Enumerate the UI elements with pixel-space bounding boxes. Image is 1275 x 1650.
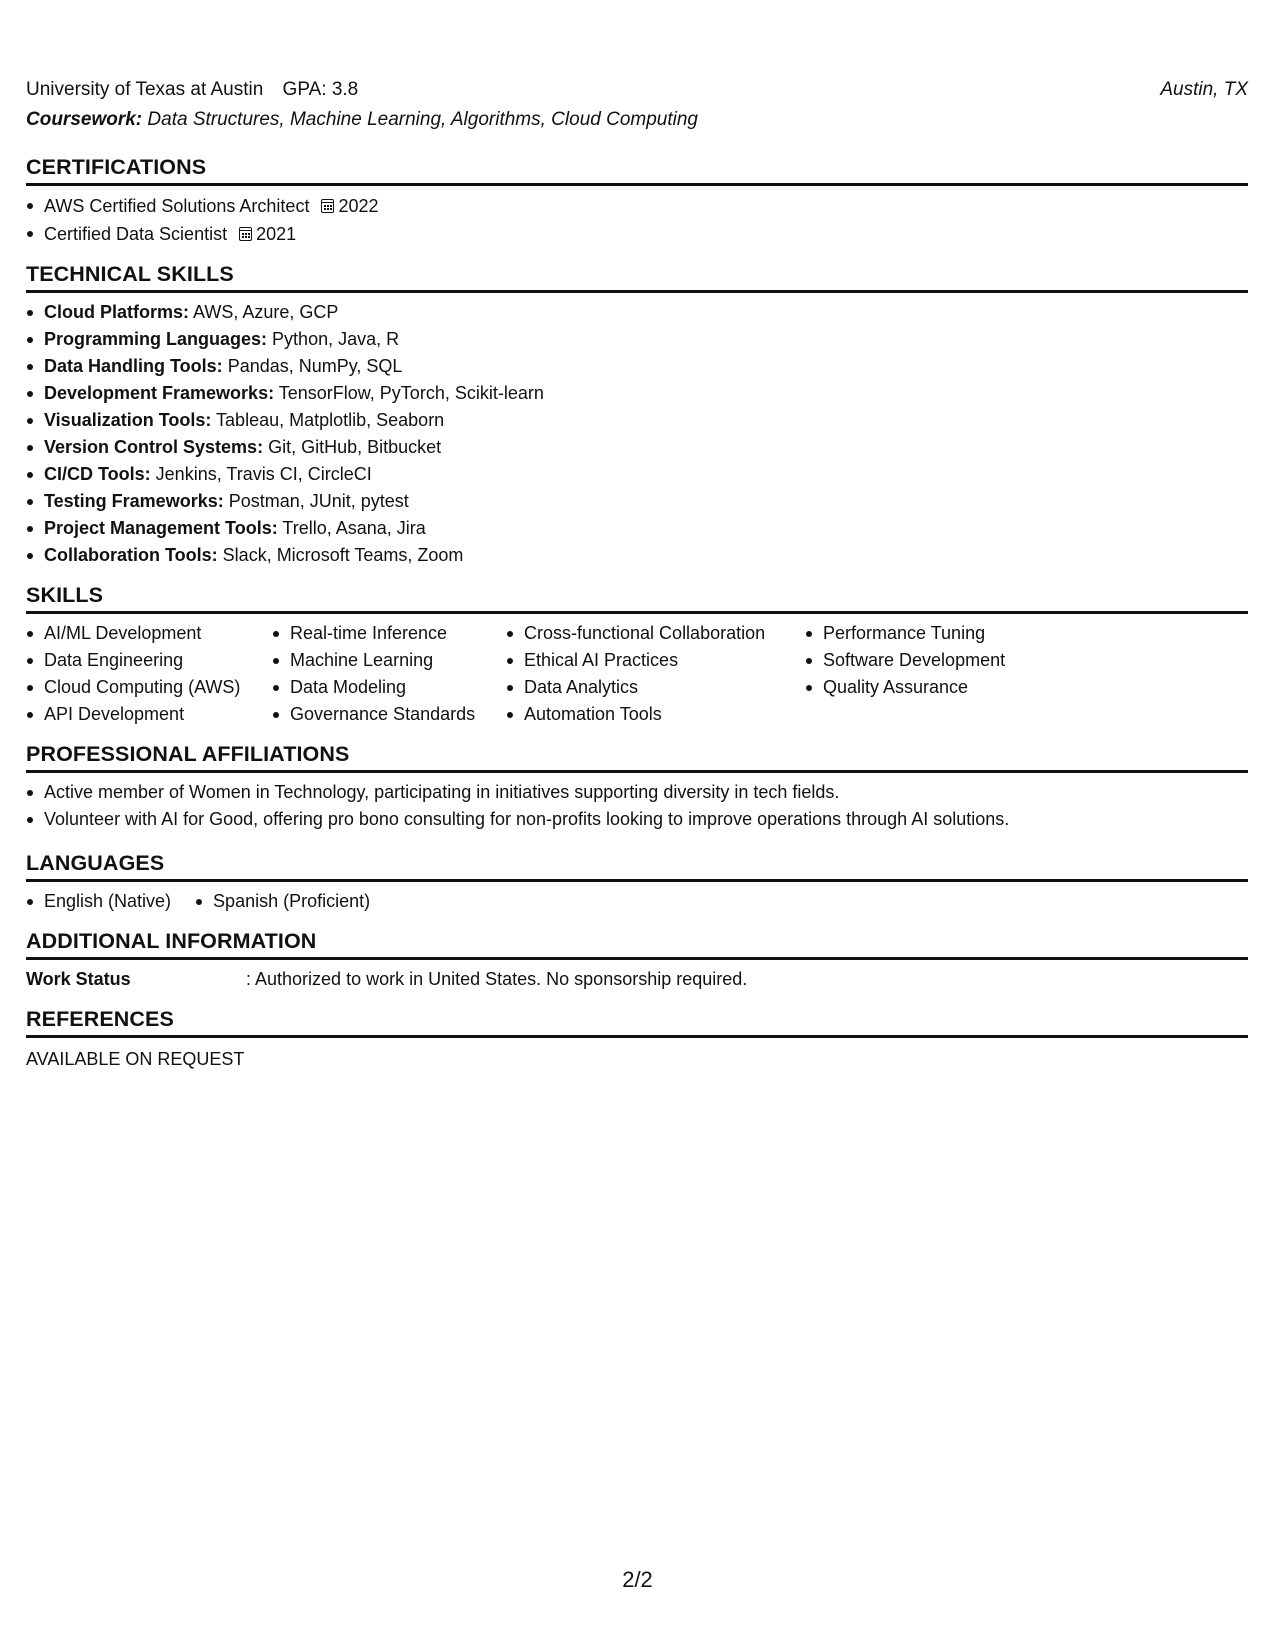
gpa: GPA: 3.8 <box>282 79 359 100</box>
skill-values: Postman, JUnit, pytest <box>228 491 409 511</box>
list-item: Real-time Inference <box>272 620 482 647</box>
references-title: REFERENCES <box>26 1005 1248 1038</box>
skill-category: Version Control Systems: <box>44 437 264 457</box>
skills-column <box>805 620 1035 728</box>
list-item <box>26 299 1248 326</box>
skills-column <box>506 620 781 728</box>
list-item <box>26 407 1248 434</box>
skill-category: Programming Languages: <box>44 329 268 349</box>
list-item: English (Native) <box>26 888 171 915</box>
skills-column <box>26 620 248 728</box>
list-item <box>26 434 1248 461</box>
education-location: Austin, TX <box>1160 79 1248 100</box>
list-item <box>26 326 1248 353</box>
skill-values: Trello, Asana, Jira <box>282 518 426 538</box>
skill-category: Testing Frameworks: <box>44 491 224 511</box>
skill-category: Cloud Platforms: <box>44 302 190 322</box>
calendar-icon <box>239 227 252 241</box>
skills-section <box>26 581 1248 728</box>
list-item: Quality Assurance <box>805 674 1035 701</box>
work-status-value: : Authorized to work in United States. No sponsorship required. <box>246 969 748 989</box>
certifications-list <box>26 192 1248 248</box>
skill-category: Visualization Tools: <box>44 410 212 430</box>
certifications-section <box>26 153 1248 248</box>
skill-category: Development Frameworks: <box>44 383 275 403</box>
education-left <box>26 77 358 103</box>
references-text: AVAILABLE ON REQUEST <box>26 1049 245 1069</box>
list-item: Governance Standards <box>272 701 482 728</box>
list-item <box>26 542 1248 569</box>
education-row <box>26 77 1248 103</box>
languages-section <box>26 849 1248 915</box>
skill-values: AWS, Azure, GCP <box>193 302 339 322</box>
additional-info-title: ADDITIONAL INFORMATION <box>26 927 1248 960</box>
skills-title: SKILLS <box>26 581 1248 614</box>
certification-year: 2021 <box>256 224 297 244</box>
coursework-label: Coursework: <box>26 109 143 130</box>
list-item: Data Analytics <box>506 674 781 701</box>
list-item <box>26 380 1248 407</box>
list-item: Cross-functional Collaboration <box>506 620 781 647</box>
skills-grid <box>26 620 1248 728</box>
resume-page <box>26 77 1248 1073</box>
skill-category: Project Management Tools: <box>44 518 278 538</box>
page-number: 2/2 <box>622 1567 653 1592</box>
work-status-label: Work Status <box>26 969 131 989</box>
certifications-title: CERTIFICATIONS <box>26 153 1248 186</box>
skill-values: Slack, Microsoft Teams, Zoom <box>222 545 464 565</box>
skill-values: Tableau, Matplotlib, Seaborn <box>216 410 445 430</box>
list-item: AI/ML Development <box>26 620 248 647</box>
list-item: API Development <box>26 701 248 728</box>
affiliations-section <box>26 740 1248 833</box>
list-item: Data Modeling <box>272 674 482 701</box>
list-item <box>26 220 1248 248</box>
certification-name: AWS Certified Solutions Architect <box>44 196 310 216</box>
skill-category: CI/CD Tools: <box>44 464 151 484</box>
calendar-icon <box>321 199 334 213</box>
technical-skills-list <box>26 299 1248 569</box>
list-item: Machine Learning <box>272 647 482 674</box>
skill-values: Pandas, NumPy, SQL <box>227 356 403 376</box>
skill-category: Data Handling Tools: <box>44 356 223 376</box>
list-item <box>26 515 1248 542</box>
technical-skills-title: TECHNICAL SKILLS <box>26 260 1248 293</box>
references-section <box>26 1005 1248 1073</box>
languages-list <box>26 888 1248 915</box>
skill-category: Collaboration Tools: <box>44 545 218 565</box>
list-item: Performance Tuning <box>805 620 1035 647</box>
list-item: Software Development <box>805 647 1035 674</box>
languages-title: LANGUAGES <box>26 849 1248 882</box>
certification-name: Certified Data Scientist <box>44 224 228 244</box>
coursework-list: Data Structures, Machine Learning, Algorithms, Cloud Computing <box>147 109 698 130</box>
list-item: Automation Tools <box>506 701 781 728</box>
list-item: Active member of Women in Technology, participating in initiatives supporting diversity in tech fields. <box>26 779 1248 806</box>
affiliations-title: PROFESSIONAL AFFILIATIONS <box>26 740 1248 773</box>
list-item <box>26 192 1248 220</box>
skill-values: TensorFlow, PyTorch, Scikit-learn <box>278 383 544 403</box>
skill-values: Jenkins, Travis CI, CircleCI <box>155 464 372 484</box>
list-item: Ethical AI Practices <box>506 647 781 674</box>
affiliations-list <box>26 779 1248 833</box>
list-item: Spanish (Proficient) <box>195 888 370 915</box>
list-item: Volunteer with AI for Good, offering pro bono consulting for non-profits looking to improve operations through AI solutions. <box>26 806 1248 833</box>
list-item <box>26 488 1248 515</box>
skill-values: Git, GitHub, Bitbucket <box>268 437 442 457</box>
certification-year: 2022 <box>338 196 379 216</box>
skill-values: Python, Java, R <box>272 329 400 349</box>
school-name: University of Texas at Austin <box>26 79 264 100</box>
additional-info-section <box>26 927 1248 993</box>
skills-column <box>272 620 482 728</box>
list-item: Data Engineering <box>26 647 248 674</box>
work-status-row <box>26 966 1248 993</box>
list-item <box>26 461 1248 488</box>
technical-skills-section <box>26 260 1248 569</box>
list-item: Cloud Computing (AWS) <box>26 674 248 701</box>
list-item <box>26 353 1248 380</box>
coursework <box>26 107 1248 133</box>
